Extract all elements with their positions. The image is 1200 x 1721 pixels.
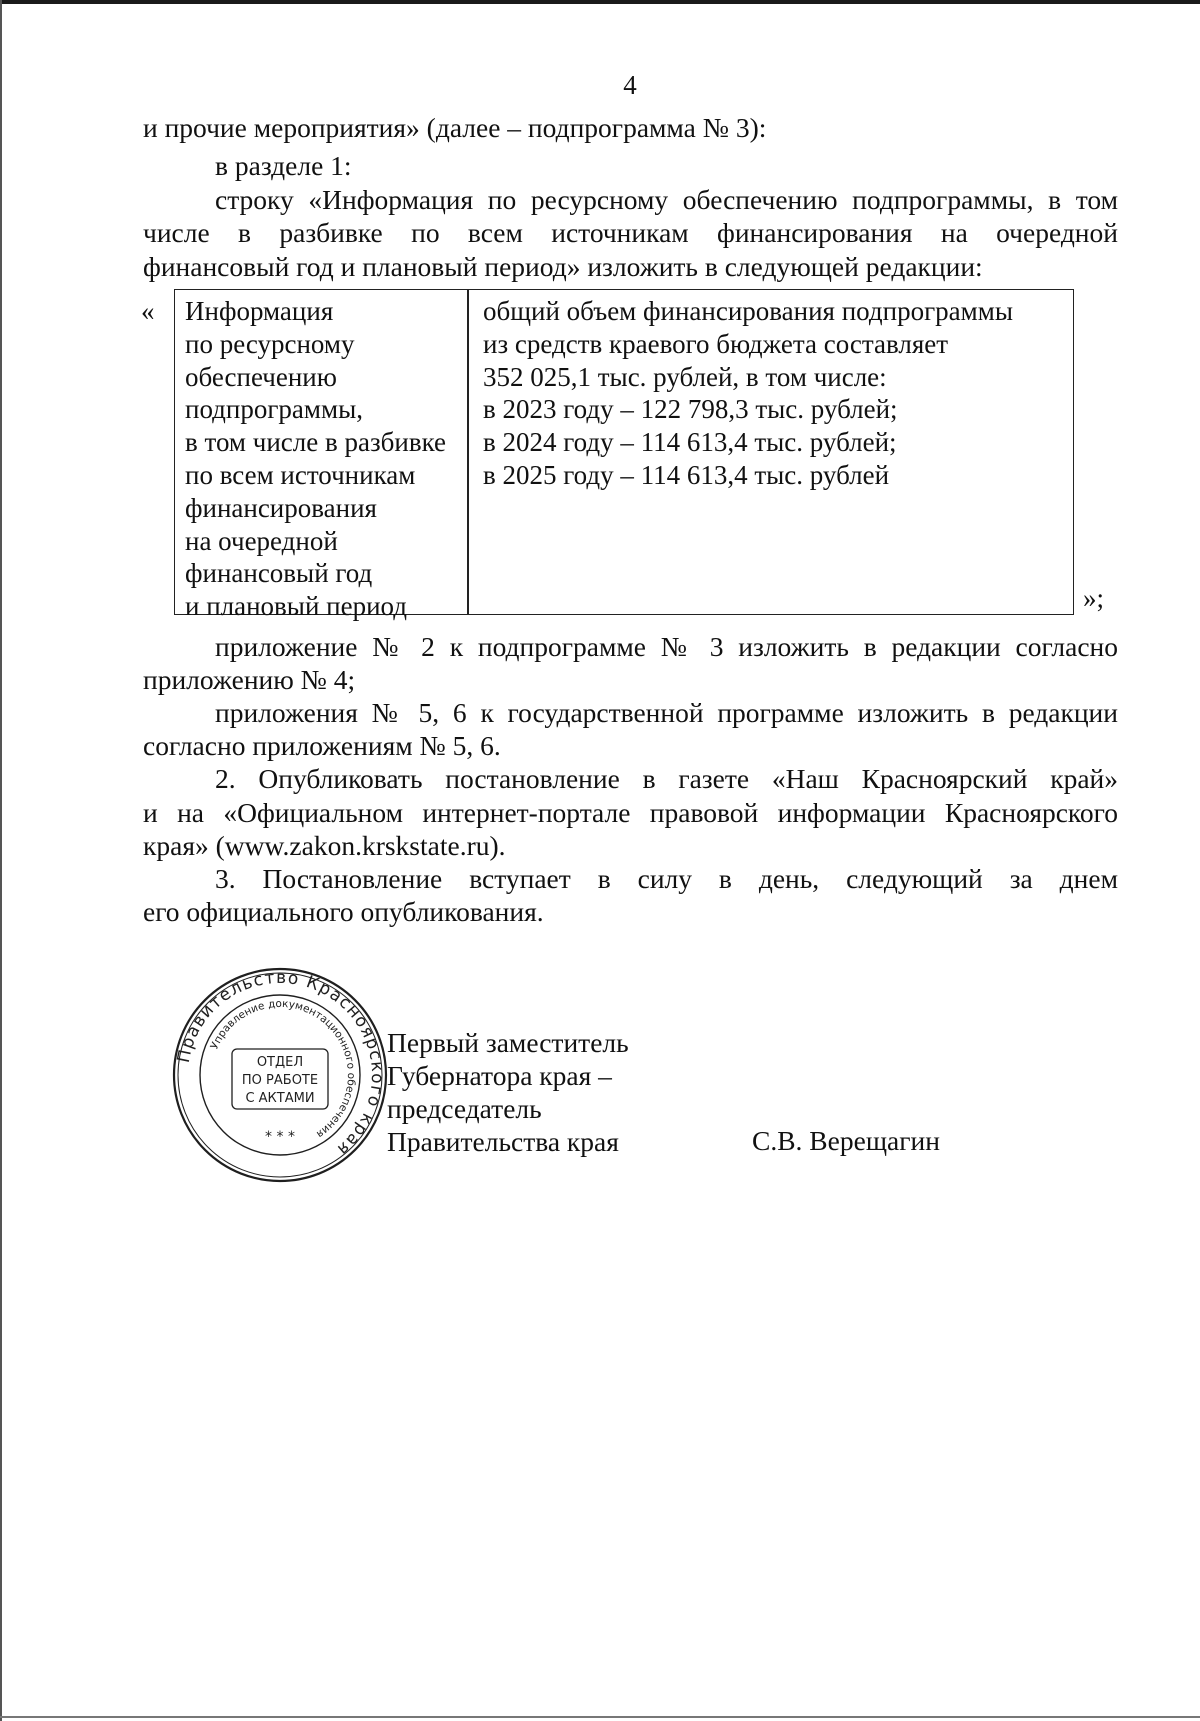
paragraph-1-line-2: приложению № 4; bbox=[143, 664, 356, 695]
right-cell-line: в 2025 году – 114 613,4 тыс. рублей bbox=[483, 459, 890, 490]
table-left-cell bbox=[185, 295, 470, 623]
official-stamp bbox=[170, 965, 390, 1185]
signatory-position bbox=[387, 1026, 629, 1158]
signatory-position-line: Правительства края bbox=[387, 1126, 619, 1157]
right-cell-line: 352 025,1 тыс. рублей, в том числе: bbox=[483, 361, 887, 392]
resource-info-table bbox=[174, 289, 1074, 622]
table-close-quote: »; bbox=[1083, 583, 1105, 613]
stamp-center-line: ПО РАБОТЕ bbox=[241, 1073, 319, 1088]
table-open-quote: « bbox=[141, 296, 155, 326]
table-right-cell bbox=[483, 295, 1063, 492]
stamp-inner-text: Управление документационного обеспечения bbox=[208, 997, 358, 1141]
left-cell-line: финансирования bbox=[185, 492, 377, 523]
left-cell-line: на очередной bbox=[185, 525, 338, 556]
paragraph-2-line-2: согласно приложениям № 5, 6. bbox=[143, 730, 501, 761]
paragraph-3-line-1: 2. Опубликовать постановление в газете «Наш Красноярский край» bbox=[215, 763, 1118, 794]
intro-line: и прочие мероприятия» (далее – подпрограмма № 3): bbox=[143, 112, 767, 143]
left-cell-line: финансовый год bbox=[185, 558, 373, 589]
signatory-name: С.В. Верещагин bbox=[752, 1125, 940, 1156]
right-cell-line: общий объем финансирования подпрограммы bbox=[483, 296, 1013, 326]
stamp-star-icon: * * * bbox=[265, 1129, 295, 1145]
page-number: 4 bbox=[623, 70, 637, 100]
right-cell-line: в 2024 году – 114 613,4 тыс. рублей; bbox=[483, 427, 897, 458]
signatory-position-line: Первый заместитель bbox=[387, 1027, 629, 1058]
left-cell-line: и плановый период bbox=[185, 591, 407, 622]
section-line: в разделе 1: bbox=[215, 150, 352, 181]
left-cell-line: обеспечению bbox=[185, 361, 337, 392]
left-cell-line: в том числе в разбивке bbox=[185, 427, 446, 458]
signatory-position-line: председатель bbox=[387, 1093, 542, 1124]
paragraph-3-line-3: края» (www.zakon.krskstate.ru). bbox=[143, 830, 506, 861]
stamp-outer-text: Правительство Красноярского края bbox=[173, 967, 388, 1160]
scan-bottom-edge bbox=[0, 1716, 1200, 1718]
paragraph-2-line-1: приложения № 5, 6 к государственной программе изложить в редакции bbox=[215, 697, 1118, 728]
scan-left-edge bbox=[0, 0, 2, 1721]
instruction-line-3: финансовый год и плановый период» изложить в следующей редакции: bbox=[143, 251, 983, 282]
paragraph-3-line-2: и на «Официальном интернет-портале правовой информации Красноярского bbox=[143, 797, 1118, 828]
right-cell-line: в 2023 году – 122 798,3 тыс. рублей; bbox=[483, 394, 898, 425]
left-cell-line: по всем источникам bbox=[185, 459, 416, 490]
scan-top-edge bbox=[0, 0, 1200, 4]
instruction-line-1: строку «Информация по ресурсному обеспечению подпрограммы, в том bbox=[215, 184, 1118, 215]
left-cell-line: по ресурсному bbox=[185, 328, 355, 359]
stamp-center-line: С АКТАМИ bbox=[245, 1091, 315, 1106]
right-cell-line: из средств краевого бюджета составляет bbox=[483, 328, 949, 359]
paragraph-1-line-1: приложение № 2 к подпрограмме № 3 изложить в редакции согласно bbox=[215, 631, 1118, 662]
paragraph-4-line-1: 3. Постановление вступает в силу в день, следующий за днем bbox=[215, 863, 1118, 894]
signatory-position-line: Губернатора края – bbox=[387, 1060, 612, 1091]
paragraph-4-line-2: его официального опубликования. bbox=[143, 896, 544, 927]
stamp-center-line: ОТДЕЛ bbox=[256, 1055, 304, 1070]
left-cell-line: подпрограммы, bbox=[185, 394, 363, 425]
instruction-line-2: числе в разбивке по всем источникам финансирования на очередной bbox=[143, 217, 1118, 248]
left-cell-line: Информация bbox=[185, 296, 334, 326]
